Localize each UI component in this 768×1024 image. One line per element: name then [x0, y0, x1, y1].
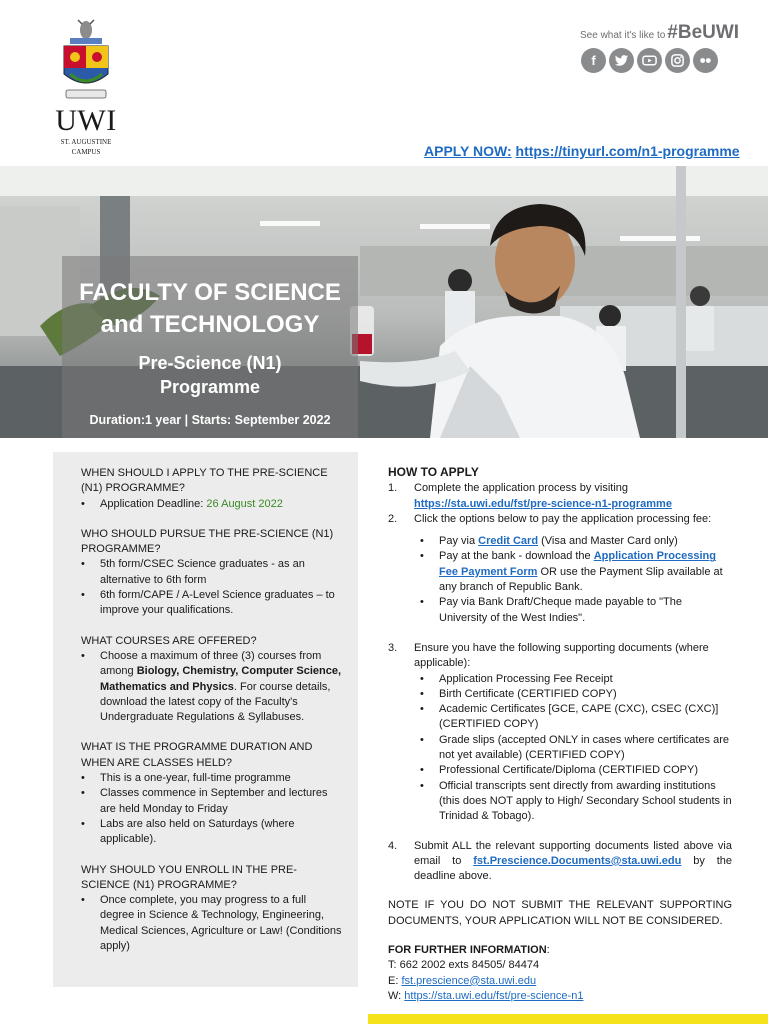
contact-email-link[interactable]: fst.prescience@sta.uwi.edu [401, 974, 537, 987]
faq-when-apply [81, 466, 343, 512]
list-item: • Professional Certificate/Diploma (CERTIFIED COPY) [420, 763, 732, 778]
step-1: 1. Complete the application process by visiting https://sta.uwi.edu/fst/pre-science-n1-programme [388, 481, 732, 512]
hero-subtitle-line1: Pre-Science (N1) [138, 353, 282, 373]
list-item: • Classes commence in September and lectures are held Monday to Friday [81, 786, 343, 817]
faq-duration [81, 740, 343, 847]
apply-now-line[interactable] [424, 143, 740, 159]
hero-duration: Duration:1 year | Starts: September 2022 [89, 413, 331, 427]
list-item: • Choose a maximum of three (3) courses from among Biology, Chemistry, Computer Science, Mathematics and Physics. For course details, download the latest copy of the Faculty's Undergraduate Regulations & Syllabuses. [81, 649, 343, 725]
faq-courses [81, 634, 343, 726]
list-item: • Application Deadline: 26 August 2022 [81, 497, 343, 512]
facebook-icon[interactable]: f [581, 48, 606, 73]
footer-accent-bar [368, 1014, 768, 1024]
payment-form-link[interactable]: Application Processing Fee Payment Form [439, 550, 716, 578]
list-item: • 6th form/CAPE / A-Level Science graduates – to improve your qualifications. [81, 588, 343, 619]
hero-title-line1: FACULTY OF SCIENCE [79, 279, 341, 306]
faq-question: WHY SHOULD YOU ENROLL IN THE PRE-SCIENCE (N1) PROGRAMME? [81, 863, 297, 891]
flickr-icon[interactable] [693, 48, 718, 73]
credit-card-link[interactable]: Credit Card [478, 535, 539, 548]
application-link[interactable]: https://sta.uwi.edu/fst/pre-science-n1-programme [414, 497, 672, 510]
further-info-heading: FOR FURTHER INFORMATION: [388, 944, 550, 957]
faq-who-should [81, 527, 343, 619]
step-2: 2. Click the options below to pay the application processing fee: [388, 512, 712, 525]
instagram-icon[interactable] [665, 48, 690, 73]
faq-content [81, 466, 343, 969]
faq-question: WHAT COURSES ARE OFFERED? [81, 634, 257, 647]
faq-question: WHO SHOULD PURSUE THE PRE-SCIENCE (N1) PROGRAMME? [81, 527, 334, 556]
faq-question: WHEN SHOULD I APPLY TO THE PRE-SCIENCE (N1) PROGRAMME? [81, 467, 328, 495]
social-hashtag: #BeUWI [667, 22, 740, 43]
apply-now-url[interactable]: https://tinyurl.com/n1-programme [515, 143, 740, 159]
list-item: • Once complete, you may progress to a full degree in Science & Technology, Engineering, Medical Sciences, Agriculture or Law! (Conditions apply) [81, 893, 343, 954]
youtube-icon[interactable] [637, 48, 662, 73]
list-item: • Academic Certificates [GCE, CAPE (CXC), CSEC (CXC)] (CERTIFIED COPY) [420, 702, 732, 733]
hero-subtitle-line2: Programme [159, 377, 261, 397]
hero-banner [0, 166, 768, 438]
campus-line-1: ST. AUGUSTINE [60, 138, 112, 146]
how-to-apply [388, 465, 732, 1004]
campus-line-2: CAMPUS [71, 148, 101, 156]
hero-title-line2: and TECHNOLOGY [100, 311, 320, 338]
uwi-logo [50, 18, 122, 156]
apply-now-label: APPLY NOW: [424, 143, 512, 159]
faq-why-enroll [81, 863, 343, 955]
list-item: • Pay via Credit Card (Visa and Master Card only) [420, 534, 732, 549]
faq-question: WHAT IS THE PROGRAMME DURATION AND WHEN ARE CLASSES HELD? [81, 741, 313, 769]
list-item: • Official transcripts sent directly from awarding institutions (this does NOT apply to High/ Secondary School students in Trinidad & Tobago). [420, 779, 732, 825]
step-4: 4. Submit ALL the relevant supporting documents listed above via email to fst.Prescience.Documents@sta.uwi.edu by the deadline above. [388, 839, 732, 883]
list-item: • Birth Certificate (CERTIFIED COPY) [420, 687, 732, 702]
twitter-icon[interactable] [609, 48, 634, 73]
list-item: • Application Processing Fee Receipt [420, 672, 732, 687]
submission-note: NOTE IF YOU DO NOT SUBMIT THE RELEVANT SUPPORTING DOCUMENTS, YOUR APPLICATION WILL NOT BE CONSIDERED. [388, 899, 732, 927]
documents-list [388, 672, 732, 825]
list-item: • Pay at the bank - download the Application Processing Fee Payment Form OR use the Payment Slip available at any branch of Republic Bank. [420, 549, 732, 595]
contact-web-link[interactable]: https://sta.uwi.edu/fst/pre-science-n1 [404, 989, 584, 1002]
step-3: 3. Ensure you have the following supporting documents (where applicable): [388, 641, 709, 670]
social-links [580, 22, 750, 73]
list-item: • Labs are also held on Saturdays (where applicable). [81, 817, 343, 848]
list-item: • Pay via Bank Draft/Cheque made payable to "The University of the West Indies". [420, 595, 732, 626]
contact-phone: T: 662 2002 exts 84505/ 84474 [388, 959, 540, 972]
contact-email: E: fst.prescience@sta.uwi.edu [388, 974, 537, 987]
hero-subtitle [62, 351, 358, 399]
list-item: • This is a one-year, full-time programme [81, 771, 343, 786]
uwi-crest-icon [56, 18, 116, 102]
social-tagline: See what it's like to #BeUWI [580, 22, 740, 43]
list-item: • Grade slips (accepted ONLY in cases where certificates are not yet available) (CERTIFIED COPY) [420, 733, 732, 764]
payment-options [388, 534, 732, 626]
hero-title [62, 277, 358, 341]
contact-web: W: https://sta.uwi.edu/fst/pre-science-n1 [388, 989, 584, 1002]
how-to-apply-heading: HOW TO APPLY [388, 465, 479, 479]
deadline-date: 26 August 2022 [206, 497, 283, 510]
list-item: • 5th form/CSEC Science graduates - as an alternative to 6th form [81, 557, 343, 588]
documents-email-link[interactable]: fst.Prescience.Documents@sta.uwi.edu [473, 854, 682, 867]
logo-wordmark: UWI [55, 104, 117, 137]
